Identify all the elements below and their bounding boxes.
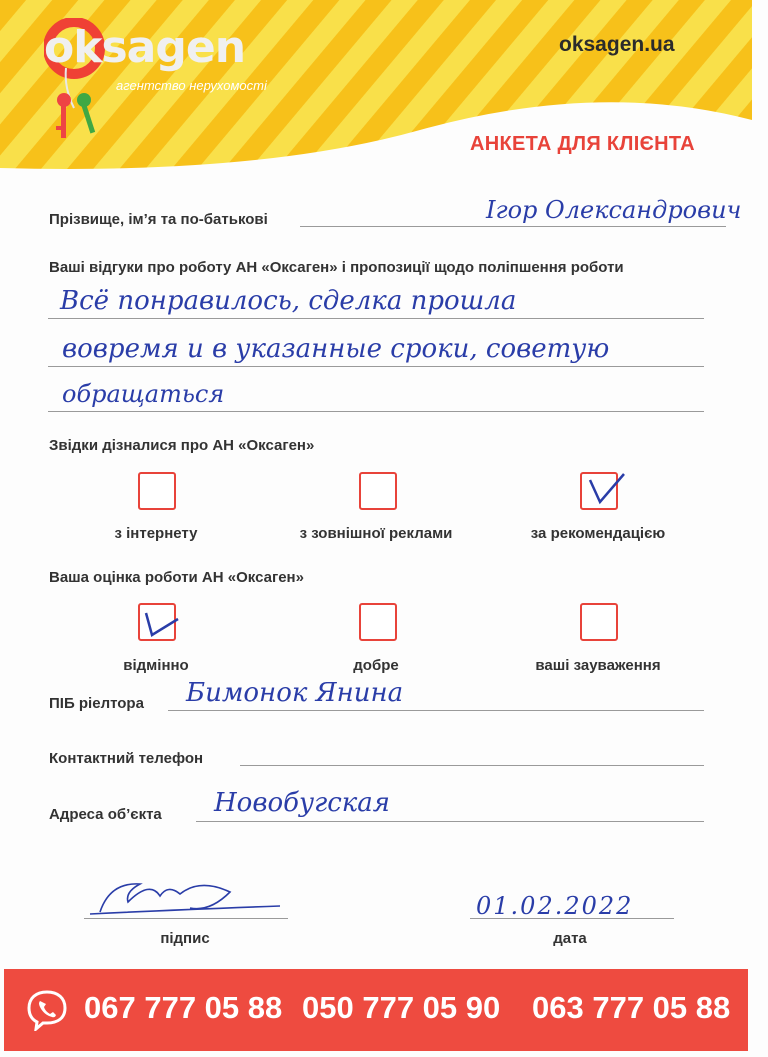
realtor-line [168, 710, 704, 711]
date-caption: дата [553, 930, 587, 947]
feedback-label: Ваші відгуки про роботу АН «Оксаген» і пропозиції щодо поліпшення роботи [49, 259, 624, 276]
feedback-handwriting-3[interactable]: обращаться [62, 380, 225, 408]
feedback-handwriting-2[interactable]: вовремя и в указанные сроки, советую [62, 334, 610, 364]
source-internet-label: з інтернету [114, 525, 198, 542]
realtor-handwriting[interactable]: Бимонок Янина [186, 678, 404, 708]
source-recommendation-label: за рекомендацією [530, 525, 666, 542]
signature-drawing [80, 872, 290, 924]
rating-good-checkbox[interactable] [359, 603, 397, 641]
feedback-handwriting-1[interactable]: Всё понравилось, сделка прошла [60, 286, 517, 316]
rating-remarks-checkbox[interactable] [580, 603, 618, 641]
date-line [470, 918, 674, 919]
source-ads-checkbox[interactable] [359, 472, 397, 510]
realtor-label: ПІБ ріелтора [49, 695, 144, 712]
rating-good-label: добре [353, 657, 399, 674]
footer-phones-bar [4, 969, 748, 1051]
signature-caption: підпис [160, 930, 210, 947]
feedback-line-2 [48, 366, 704, 367]
phone-line [240, 765, 704, 766]
rating-excellent-label: відмінно [123, 657, 189, 674]
rating-excellent-checkbox[interactable] [138, 603, 176, 641]
date-handwriting[interactable]: 01.02.2022 [476, 892, 634, 920]
address-label: Адреса об’єкта [49, 806, 162, 823]
logo-wordmark: oksagen [44, 22, 246, 73]
rating-label: Ваша оцінка роботи АН «Оксаген» [49, 569, 304, 586]
checkmark-icon [142, 607, 182, 641]
address-line [196, 821, 704, 822]
checkmark-icon [586, 472, 626, 506]
keys-icon [56, 93, 95, 138]
source-recommendation-checkbox[interactable] [580, 472, 618, 510]
source-label: Звідки дізналися про АН «Оксаген» [49, 437, 315, 454]
address-handwriting[interactable]: Новобугская [214, 788, 391, 818]
logo-tagline: агентство нерухомості [116, 78, 267, 93]
source-internet-checkbox[interactable] [138, 472, 176, 510]
name-handwriting[interactable]: Ігор Олександрович [486, 196, 742, 224]
website-link[interactable]: oksagen.ua [559, 33, 675, 56]
feedback-line-1 [48, 318, 704, 319]
phone-number-1[interactable]: 067 777 05 88 [84, 990, 283, 1025]
source-ads-label: з зовнішної реклами [299, 525, 453, 542]
name-line [300, 226, 726, 227]
feedback-line-3 [48, 411, 704, 412]
rating-remarks-label: ваші зауваження [535, 657, 661, 674]
phone-number-3[interactable]: 063 777 05 88 [532, 990, 731, 1025]
name-label: Прізвище, ім’я та по-батькові [49, 211, 268, 228]
signature-line [84, 918, 288, 919]
phone-label: Контактний телефон [49, 750, 204, 767]
viber-icon [26, 989, 68, 1031]
phone-number-2[interactable]: 050 777 05 90 [302, 990, 501, 1025]
form-title: АНКЕТА ДЛЯ КЛІЄНТА [470, 133, 695, 155]
